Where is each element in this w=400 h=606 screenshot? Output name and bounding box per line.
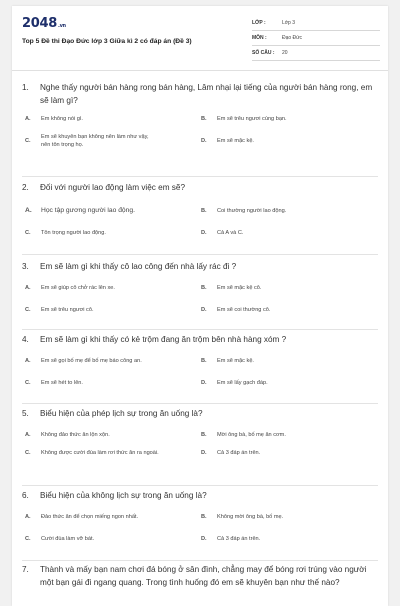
option-a[interactable]: A. Em không nói gì.	[25, 116, 83, 122]
question-text: Em sẽ làm gì khi thấy cô lao công đến nhà lấy rác đi ?	[40, 262, 237, 271]
meta-value: 20	[282, 50, 288, 56]
question-4	[22, 334, 378, 387]
question-number: 7.	[22, 565, 29, 574]
question-text: Đối với người lao động làm việc em sẽ?	[40, 183, 186, 192]
option-d[interactable]: D. Em sẽ mặc kệ.	[201, 138, 254, 144]
option-a[interactable]: A. Em sẽ gọi bố mẹ để bố mẹ báo công an.	[25, 357, 142, 364]
meta-row-grade	[252, 16, 380, 31]
option-b[interactable]: B. Không mời ông bà, bố mẹ.	[201, 513, 284, 520]
meta-key: LỚP :	[252, 20, 266, 26]
meta-row-count	[252, 46, 380, 61]
option-b[interactable]: B. Em sẽ mặc kệ cô.	[201, 284, 262, 291]
option-d[interactable]: D. Cả 3 đáp án trên.	[201, 535, 261, 542]
option-c[interactable]: C. Em sẽ khuyên bạn không nên làm như vậy, nên tôn trọng họ.	[25, 134, 149, 148]
option-d[interactable]: D. Cả 3 đáp án trên.	[201, 449, 261, 456]
meta-key: SỐ CÂU :	[252, 50, 275, 56]
question-divider	[22, 329, 378, 330]
question-number: 2.	[22, 183, 29, 192]
option-a[interactable]: A. Đảo thức ăn để chọn miếng ngon nhất.	[25, 513, 139, 520]
question-6	[22, 490, 378, 543]
exam-title: Top 5 Đề thi Đạo Đức lớp 3 Giữa kì 2 có đáp án (Đề 3)	[22, 38, 192, 45]
option-a[interactable]: A. Không đảo thức ăn lộn xộn.	[25, 431, 110, 438]
question-5	[22, 408, 378, 457]
question-1	[22, 82, 378, 149]
option-a[interactable]: A. Học tập gương người lao động.	[25, 206, 135, 214]
option-c[interactable]: C. Em sẽ hét to lên.	[25, 379, 83, 386]
question-text: Em sẽ làm gì khi thấy có kẻ trộm đang ăn trộm bên nhà hàng xóm ?	[40, 335, 287, 344]
option-b[interactable]: B. Coi thường người lao động.	[201, 207, 287, 214]
question-number: 1.	[22, 83, 29, 92]
question-text: Nghe thấy người bán hàng rong bán hàng, Lâm nhại lại tiếng của người bán hàng rong, em sẽ làm gì?	[40, 83, 373, 105]
option-a[interactable]: A. Em sẽ giúp cô chở rác lên xe.	[25, 284, 115, 291]
meta-key: MÔN :	[252, 35, 267, 41]
question-divider	[22, 560, 378, 561]
meta-row-subject	[252, 31, 380, 46]
question-number: 6.	[22, 491, 29, 500]
question-divider	[22, 254, 378, 255]
question-divider	[22, 485, 378, 486]
exam-header	[12, 6, 388, 71]
exam-page	[12, 6, 388, 606]
option-b[interactable]: B. Em sẽ mặc kệ.	[201, 357, 254, 364]
question-text: Biểu hiện của không lịch sự trong ăn uống là?	[40, 491, 207, 500]
question-number: 4.	[22, 335, 29, 344]
meta-value: Đạo Đức	[282, 35, 303, 41]
exam-meta-table	[252, 16, 380, 61]
option-b[interactable]: B. Mời ông bà, bố mẹ ăn cơm.	[201, 431, 286, 438]
option-c[interactable]: C. Em sẽ trêu ngươi cô.	[25, 306, 94, 313]
meta-value: Lớp 3	[282, 20, 296, 26]
question-number: 3.	[22, 262, 29, 271]
question-divider	[22, 403, 378, 404]
option-b[interactable]: B. Em sẽ trêu ngươi cùng bạn.	[201, 116, 287, 122]
option-c[interactable]: C. Cười đùa làm vỡ bát.	[25, 535, 95, 542]
option-c[interactable]: C. Tôn trọng người lao động.	[25, 229, 106, 236]
question-text: Biểu hiện của phép lịch sự trong ăn uống là?	[40, 409, 203, 418]
option-d[interactable]: D. Cả A và C.	[201, 229, 244, 236]
question-number: 5.	[22, 409, 29, 418]
option-d[interactable]: D. Em sẽ lấy gạch đáp.	[201, 379, 268, 386]
question-text: Thành và mấy bạn nam chơi đá bóng ở sân đình, chẳng may để bóng rơi trúng vào người một bạn gái đi ngang quang. Trong tình huống đó em sẽ khuyên bạn như thế nào?	[40, 565, 367, 587]
question-7	[22, 564, 378, 589]
option-c[interactable]: C. Không được cười đùa làm rơi thức ăn ra ngoài.	[25, 449, 159, 456]
site-logo[interactable]: 2048.vn	[22, 16, 66, 31]
question-divider	[22, 176, 378, 177]
question-3	[22, 261, 378, 314]
option-d[interactable]: D. Em sẽ coi thường cô.	[201, 306, 271, 313]
question-2	[22, 182, 378, 237]
